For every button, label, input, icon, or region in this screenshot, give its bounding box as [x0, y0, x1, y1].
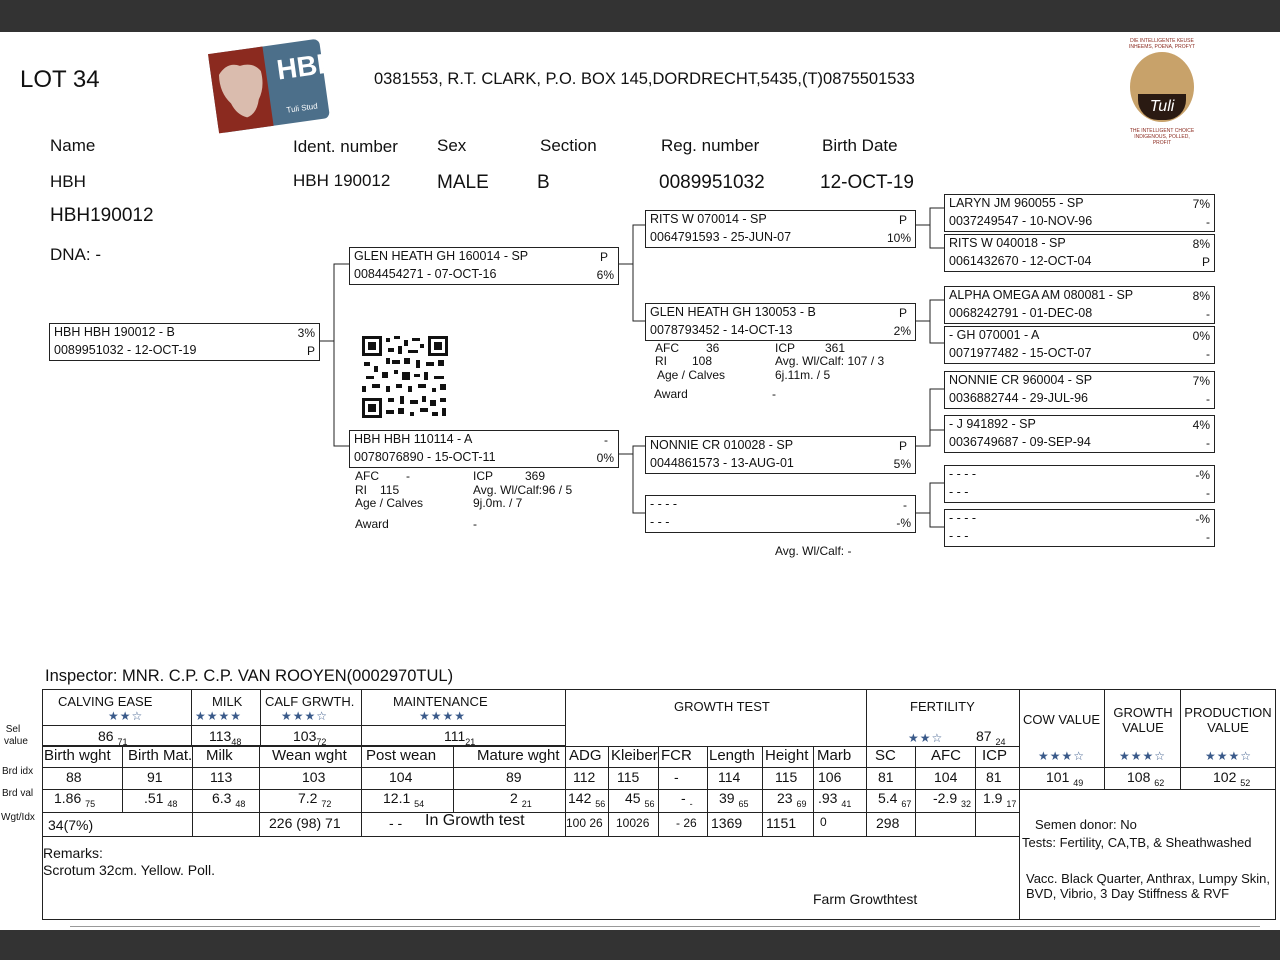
brd-val-cell — [818, 790, 851, 809]
remarks-label: Remarks: — [43, 845, 103, 861]
brd-idx-cell: 115 — [775, 769, 798, 785]
brd-val-value: 12.1 — [383, 790, 411, 806]
pedigree-sire: GLEN HEATH GH 160014 - SP 0084454271 - 07-OCT-16 P 6% — [349, 247, 619, 285]
brd-val-value: 6.3 — [212, 790, 232, 806]
lot-number: LOT 34 — [20, 66, 100, 93]
tuli-logo: DIE INTELLIGENTE KEUSE INHEEMS, POENA, PROFYT Tuli THE INTELLIGENT CHOICE INDIGENOUS, POLLED, PROFIT — [1128, 38, 1196, 146]
sel-maintenance: $111_{21}$ — [444, 728, 476, 747]
brd-val-accuracy: 54 — [414, 798, 425, 809]
col-header: Post wean — [366, 747, 437, 764]
col-header: ADG — [569, 747, 602, 764]
stars-calving: ★★☆ — [108, 709, 144, 723]
sel-milk: $113_{48}$ — [209, 728, 242, 747]
brd-idx-cell: - — [674, 769, 679, 785]
value-cow: 101 $_{49}$ — [1046, 769, 1084, 788]
brd-val-accuracy: 41 — [841, 798, 852, 809]
brd-val-cell — [568, 790, 605, 809]
pedigree-g3-1: LARYN JM 960055 - SP 0037249547 - 10-NOV-96 7% - — [944, 194, 1215, 232]
col-header: ICP — [982, 747, 1008, 764]
wgt-fcr: - 26 — [676, 816, 697, 830]
hbh-logo-sub: Tuli Stud — [285, 101, 319, 115]
brd-val-value: -2.9 — [933, 790, 958, 806]
row-label-brd-val: Brd val — [2, 788, 34, 799]
row-label-brd-idx: Brd idx — [2, 766, 34, 777]
inspector: Inspector: MNR. C.P. C.P. VAN ROOYEN(0002970TUL) — [45, 667, 454, 685]
group-growth-value: GROWTH VALUE — [1113, 705, 1173, 735]
stars-fertility: ★★☆ — [908, 731, 944, 745]
brd-val-accuracy: 65 — [738, 798, 749, 809]
pedigree-g3-6: - J 941892 - SP 0036749687 - 09-SEP-94 4% - — [944, 415, 1215, 453]
breeder-info: 0381553, R.T. CLARK, P.O. BOX 145,DORDRECHT,5435,(T)0875501533 — [374, 70, 915, 88]
brd-val-cell — [298, 790, 331, 809]
sel-calf: $103_{72}$ — [293, 728, 327, 747]
animal-sex: MALE — [437, 172, 489, 193]
brd-val-accuracy: 69 — [796, 798, 807, 809]
group-growth-test: GROWTH TEST — [674, 699, 770, 714]
farm-growthtest: Farm Growthtest — [813, 891, 918, 907]
pedigree-g3-2: RITS W 040018 - SP 0061432670 - 12-OCT-04 8% P — [944, 234, 1215, 272]
group-calving-ease: CALVING EASE — [58, 694, 153, 709]
brd-idx-cell: 89 — [506, 769, 522, 785]
wgt-length: 1369 — [711, 815, 743, 831]
brd-val-cell — [510, 790, 532, 809]
brd-idx-cell: 81 — [878, 769, 894, 785]
stars-growth-value: ★★★☆ — [1119, 749, 1167, 763]
brd-idx-cell: 114 — [718, 769, 741, 785]
brd-val-accuracy: 56 — [644, 798, 655, 809]
brd-val-cell — [625, 790, 654, 809]
pedigree-sire-dam: GLEN HEATH GH 130053 - B 0078793452 - 14-OCT-13 P 2% — [645, 303, 916, 341]
pedigree-g3-7: - - - - - - - -% - — [944, 465, 1215, 503]
brd-val-value: 7.2 — [298, 790, 318, 806]
brd-val-value: .93 — [818, 790, 838, 806]
sel-calving: 86 $_{71}$ — [98, 728, 128, 747]
group-maintenance: MAINTENANCE — [393, 694, 488, 709]
col-header: Birth Mat. — [128, 747, 193, 764]
col-header: Birth wght — [44, 747, 111, 764]
brd-idx-cell: 106 — [818, 769, 842, 785]
pedigree-dam-dam: - - - - - - - - -% — [645, 495, 916, 533]
stars-calf: ★★★☆ — [281, 709, 329, 723]
dam-dam-avg: Avg. Wl/Calf: - — [775, 544, 852, 558]
group-cow-value: COW VALUE — [1023, 712, 1101, 727]
group-production-value: PRODUCTION VALUE — [1184, 705, 1272, 735]
col-header: Length — [709, 747, 755, 764]
remarks-text: Scrotum 32cm. Yellow. Poll. — [43, 862, 215, 878]
brd-val-value: - — [681, 790, 686, 806]
col-header: FCR — [661, 747, 692, 764]
row-label-wgt: Wgt/Idx — [1, 812, 35, 823]
brd-val-accuracy: 72 — [321, 798, 332, 809]
wgt-kleiber: 10026 — [616, 816, 650, 830]
label-birth: Birth Date — [822, 136, 898, 155]
wgt-adg: 100 26 — [566, 816, 603, 830]
animal-name: HBH — [50, 172, 86, 191]
brd-idx-cell: 104 — [389, 769, 413, 785]
col-header: Milk — [206, 747, 233, 764]
animal-dna: DNA: - — [50, 245, 101, 264]
brd-idx-cell: 115 — [617, 769, 640, 785]
brd-val-accuracy: 56 — [595, 798, 606, 809]
pedigree-g3-5: NONNIE CR 960004 - SP 0036882744 - 29-JUL-96 7% - — [944, 371, 1215, 409]
wgt-marb: 0 — [820, 815, 827, 829]
brd-idx-cell: 81 — [986, 769, 1002, 785]
pedigree-g3-3: ALPHA OMEGA AM 080081 - SP 0068242791 - 01-DEC-08 8% - — [944, 286, 1215, 324]
brd-val-cell — [212, 790, 245, 809]
stars-cow: ★★★☆ — [1038, 749, 1086, 763]
pedigree-dam-sire: NONNIE CR 010028 - SP 0044861573 - 13-AUG-01 P 5% — [645, 436, 916, 474]
col-header: Kleiber — [611, 747, 658, 764]
brd-val-cell — [933, 790, 971, 809]
vaccinations-1: Vacc. Black Quarter, Anthrax, Lumpy Skin, — [1026, 871, 1270, 886]
brd-val-accuracy: 17 — [1006, 798, 1017, 809]
tuli-logo-name: Tuli — [1138, 94, 1186, 120]
brd-val-cell — [681, 790, 693, 809]
wgt-wean: 226 (98) 71 — [269, 815, 341, 831]
brd-val-value: .51 — [144, 790, 164, 806]
col-header: Mature wght — [477, 747, 560, 764]
pedigree-self: HBH HBH 190012 - B 0089951032 - 12-OCT-19 3% P — [49, 323, 320, 361]
col-header: Marb — [817, 747, 852, 764]
brd-val-accuracy: 48 — [235, 798, 246, 809]
brd-val-accuracy: 48 — [167, 798, 178, 809]
brd-val-cell — [777, 790, 806, 809]
brd-val-value: 1.86 — [54, 790, 82, 806]
brd-val-accuracy: 32 — [961, 798, 972, 809]
label-name: Name — [50, 136, 96, 155]
bottom-bar — [0, 930, 1280, 960]
col-header: Wean wght — [272, 747, 347, 764]
brd-idx-cell: 113 — [210, 769, 233, 785]
brd-val-accuracy: 67 — [901, 798, 912, 809]
wgt-sc: 298 — [876, 815, 900, 831]
animal-ident: HBH 190012 — [293, 171, 391, 190]
brd-val-cell — [383, 790, 424, 809]
vaccinations-2: BVD, Vibrio, 3 Day Stiffness & RVF — [1026, 886, 1230, 901]
value-growth: 108 $_{62}$ — [1127, 769, 1165, 788]
group-fertility: FERTILITY — [910, 699, 975, 714]
brd-idx-cell: 103 — [302, 769, 326, 785]
brd-val-cell — [54, 790, 95, 809]
brd-val-value: 1.9 — [983, 790, 1003, 806]
brd-val-value: 2 — [510, 790, 518, 806]
stars-production: ★★★☆ — [1205, 749, 1253, 763]
pedigree-g3-4: - GH 070001 - A 0071977482 - 15-OCT-07 0% - — [944, 326, 1215, 364]
col-header: SC — [875, 747, 896, 764]
tests: Tests: Fertility, CA,TB, & Sheathwashed — [1022, 835, 1252, 850]
stars-maintenance: ★★★★ — [419, 709, 467, 723]
brd-idx-cell: 88 — [66, 769, 82, 785]
wgt-height: 1151 — [766, 815, 797, 831]
stars-milk: ★★★★ — [195, 709, 243, 723]
animal-birth: 12-OCT-19 — [820, 172, 914, 193]
brd-val-accuracy: - — [689, 798, 693, 809]
label-ident: Ident. number — [293, 137, 398, 156]
label-sex: Sex — [437, 136, 467, 155]
col-header: AFC — [931, 747, 961, 764]
brd-val-value: 142 — [568, 790, 592, 806]
wgt-post-wean: - - — [389, 815, 403, 831]
brd-val-value: 23 — [777, 790, 793, 806]
wgt-birth: 34(7%) — [48, 817, 94, 833]
row-label-sel: Sel value — [4, 724, 28, 747]
group-calf-growth: CALF GRWTH. — [265, 694, 355, 709]
animal-code: HBH190012 — [50, 205, 154, 226]
wgt-growth-note: In Growth test — [425, 812, 525, 829]
semen-donor: Semen donor: No — [1035, 817, 1137, 832]
sel-fertility: 87 $_{24}$ — [976, 728, 1006, 747]
brd-val-value: 39 — [719, 790, 735, 806]
hbh-logo-text: HBH — [274, 46, 340, 86]
pedigree-dam: HBH HBH 110114 - A 0078076890 - 15-OCT-11 - 0% — [349, 430, 619, 468]
brd-val-cell — [878, 790, 911, 809]
col-header: Height — [765, 747, 809, 764]
animal-section: B — [537, 172, 550, 193]
brd-val-accuracy: 75 — [85, 798, 96, 809]
brd-val-accuracy: 21 — [521, 798, 532, 809]
brd-idx-cell: 91 — [147, 769, 163, 785]
brd-val-value: 5.4 — [878, 790, 898, 806]
brd-idx-cell: 104 — [934, 769, 958, 785]
brd-val-value: 45 — [625, 790, 641, 806]
label-section: Section — [540, 136, 597, 155]
brd-idx-cell: 112 — [573, 769, 596, 785]
group-milk: MILK — [212, 694, 243, 709]
brd-val-cell — [719, 790, 748, 809]
pedigree-sire-sire: RITS W 070014 - SP 0064791593 - 25-JUN-07 P 10% — [645, 210, 916, 248]
pedigree-g3-8: - - - - - - - -% - — [944, 509, 1215, 547]
animal-reg: 0089951032 — [659, 172, 765, 193]
value-production: 102 $_{52}$ — [1213, 769, 1251, 788]
brd-val-cell — [983, 790, 1016, 809]
brd-val-cell — [144, 790, 177, 809]
label-reg: Reg. number — [661, 136, 760, 155]
